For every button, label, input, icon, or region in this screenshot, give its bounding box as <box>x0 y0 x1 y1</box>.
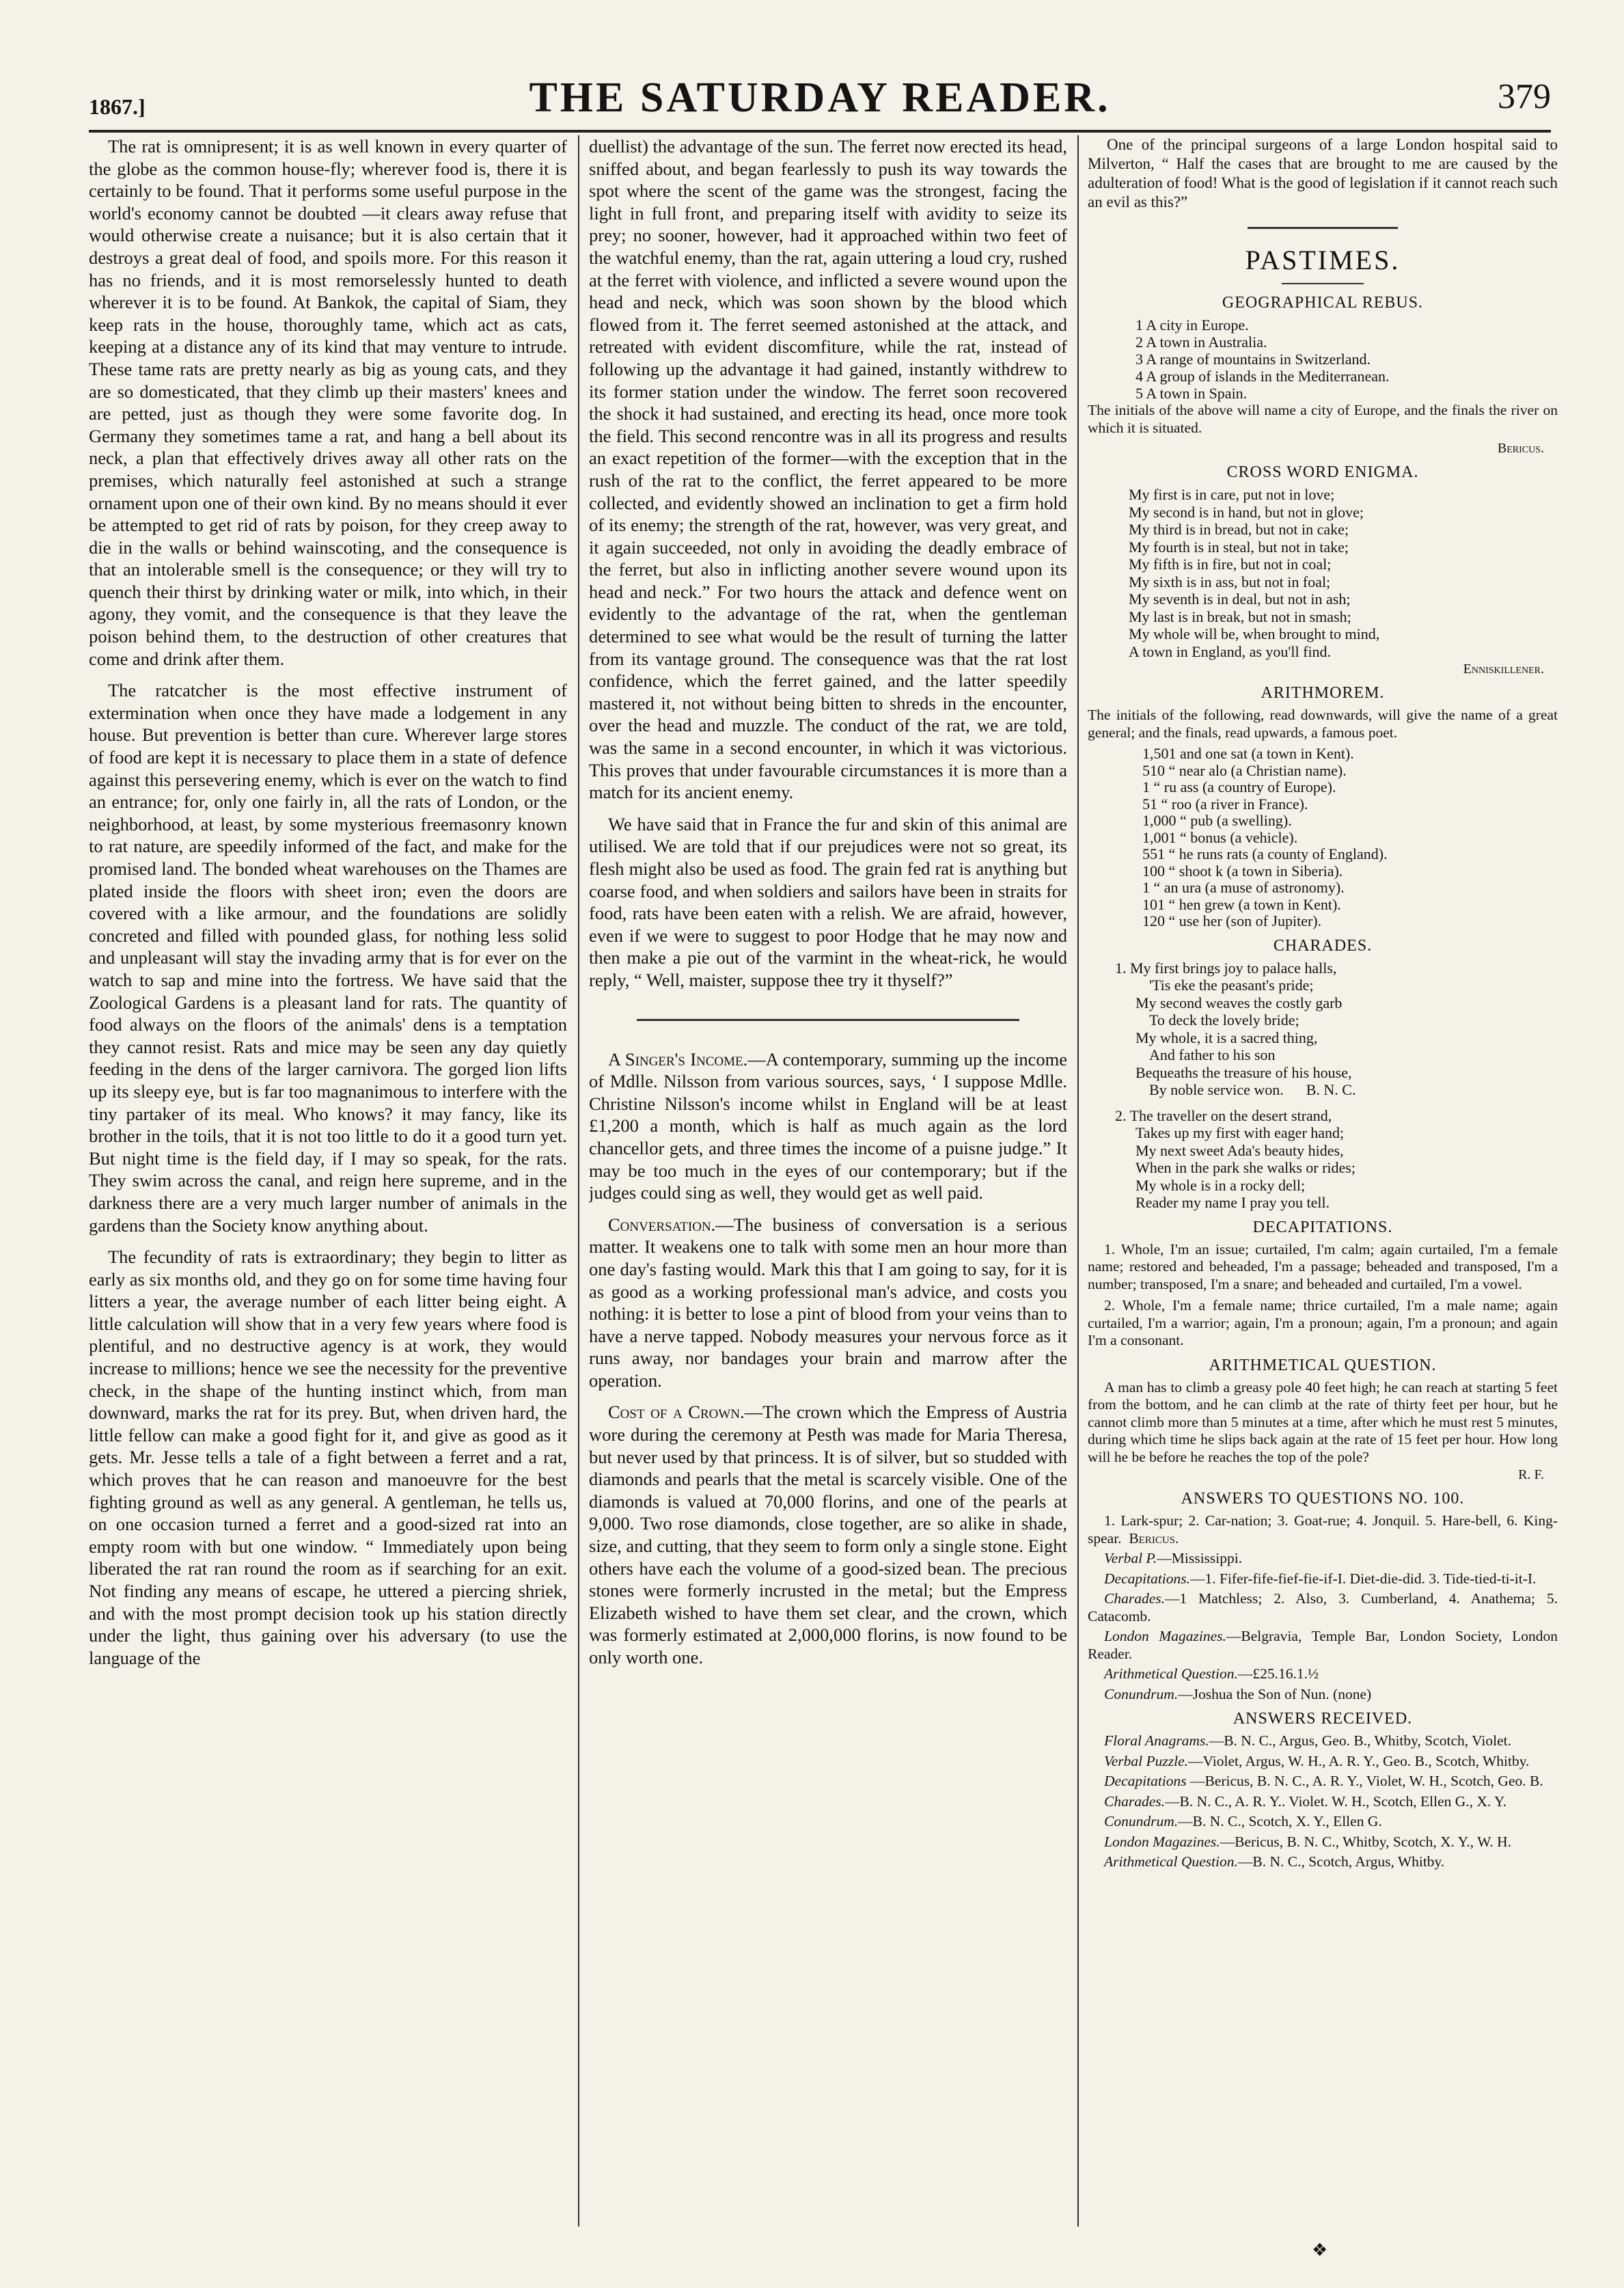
list-item: 51 “ roo (a river in France). <box>1142 795 1308 813</box>
news-item-head: Cost of a Crown. <box>608 1402 745 1423</box>
answer-label: Verbal P. <box>1104 1550 1157 1566</box>
verse-line: And father to his son <box>1149 1046 1276 1063</box>
answer-label: Decapitations. <box>1104 1570 1190 1587</box>
col3-intro: One of the principal surgeons of a large London hospital said to Milverton, “ Half the cases that are brought to me are caused by the adulteration of food! What is the good of legislation if it cannot reach such an evil as this?” <box>1088 136 1558 210</box>
arithmorem-title: ARITHMOREM. <box>1261 684 1385 702</box>
list-item: 4 A group of islands in the Mediterranean. <box>1136 368 1390 385</box>
news-item-text: —A contemporary, summing up the income of Mdlle. Nilsson from various sources, says, ‘ I suppose Mdlle. Christine Nilsson's income whilst in England will be at least £1,200 a month, which is half as much again as the lord chancellor gets, and three times the income of a puisne judge.” It may be too much in the eyes of our contemporary; but if the judges could sing as well, they would get as well paid. <box>589 1048 1067 1203</box>
header-year: 1867.] <box>89 94 146 119</box>
verse-line: Takes up my first with eager hand; <box>1136 1124 1345 1141</box>
received-row <box>1088 1793 1558 1811</box>
received-label: Conundrum. <box>1104 1813 1179 1829</box>
verse-line: My whole is in a rocky dell; <box>1136 1176 1306 1194</box>
list-item: 1,001 “ bonus (a vehicle). <box>1142 828 1298 846</box>
column-1 <box>89 135 567 2240</box>
verse-line: 2. The traveller on the desert strand, <box>1115 1106 1332 1124</box>
list-item: 551 “ he runs rats (a county of England). <box>1142 845 1388 862</box>
answer-signature: Bericus. <box>1129 1529 1179 1547</box>
received-label: Charades. <box>1104 1793 1165 1810</box>
charades-title: CHARADES. <box>1273 936 1373 955</box>
verse-line: When in the park she walks or rides; <box>1136 1159 1355 1176</box>
arithmorem-note: The initials of the following, read downwards, will give the name of a great general; and the finals, read upwards, a famous poet. <box>1088 707 1558 741</box>
verse-line-text: By noble service won. <box>1149 1081 1284 1098</box>
received-row <box>1088 1753 1558 1771</box>
answer-text: —£25.16.1.½ <box>1237 1665 1319 1682</box>
answer-text: —1 Matchless; 2. Also, 3. Cumberland, 4. Anathema; 5. Catacomb. <box>1088 1590 1558 1624</box>
charade-1 <box>1115 959 1558 1099</box>
news-item-text: —The business of conversation is a serious matter. It weakens one to talk with some men an hour more than one day's fasting would. Mark this that I am going to say, for it is as good as a working professional man's advice, and costs you nothing: it is better to lose a pint of blood from your veins than to have a nerve tapped. Nobody measures your nervous force as it runs away, nor bandages your brain and marrow after the operation. <box>589 1214 1067 1391</box>
news-item-head: Conversation. <box>608 1214 716 1235</box>
verse-line: My next sweet Ada's beauty hides, <box>1136 1141 1344 1159</box>
rebus-note: The initials of the above will name a city of Europe, and the finals the river on which it is situated. <box>1088 402 1558 436</box>
list-item: 5 A town in Spain. <box>1136 385 1248 402</box>
verse-line: A town in England, as you'll find. <box>1129 642 1332 660</box>
header-rule <box>89 130 1551 133</box>
received-label: Arithmetical Question. <box>1104 1853 1238 1870</box>
col2-paragraph: duellist) the advantage of the sun. The ferret now erected its head, sniffed about, and began fearlessly to push its way towards the spot where the scent of the game was the strongest, facing the light in full front, and preparing itself with avidity to seize its prey; no sooner, however, had it approached within two feet of the watchful enemy, than the rat, again uttering a loud cry, rushed at the ferret with violence, and inflicted a severe wound upon the head and neck, which was soon shown by the blood which flowed from it. The ferret seemed astonished at the attack, and retreated with evident discomfiture, while the rat, instead of following up the advantage it had gained, instantly withdrew to its former station under the window. The ferret soon recovered the shock it had sustained, and erecting its head, once more took the field. This second rencontre was in all its progress and results an exact repetition of the former—with the exception that in the rush of the rat to the conflict, the ferret appeared to be more collected, and evidently showed an inclination to get a firm hold of its enemy; the strength of the rat, however, was very great, and it again succeeded, not only in avoiding the deadly embrace of the ferret, but also in inflicting another severe wound upon its head and neck.” For two hours the attack and defence went on evidently to the advantage of the rat, when the gentleman determined to see what would be the result of turning the latter from its vantage ground. The consequence was that the rat lost confidence, which the ferret gained, and the latter speedily mastered it, not without being bitten to shreds in the encounter, over the head and muzzle. The conduct of the rat, we are told, was the same in a second encounter, in which it was victorious. This proves that under favourable circumstances it is more than a match for its ancient enemy. <box>589 136 1067 803</box>
column-divider-2 <box>1077 135 1079 2226</box>
question-text: A man has to climb a greasy pole 40 feet high; he can reach at starting 5 feet from the bottom, and he can climb at the rate of thirty feet per hour, but he cannot climb more than 5 minutes at a time, after which he must rest 5 minutes, during which time he slips back again at the rate of 15 feet per hour. How long will he be before he reaches the top of the pole? <box>1088 1378 1558 1465</box>
header-title: THE SATURDAY READER. <box>529 74 1111 121</box>
enigma-verse <box>1129 486 1558 660</box>
news-item <box>589 1214 1067 1392</box>
list-item: 510 “ near alo (a Christian name). <box>1142 761 1347 779</box>
enigma-title: CROSS WORD ENIGMA. <box>1226 463 1419 481</box>
page-header <box>89 74 1551 128</box>
answer-label: London Magazines. <box>1104 1628 1226 1644</box>
news-item-head: A Singer's Income. <box>608 1048 748 1070</box>
answer-row <box>1088 1686 1558 1704</box>
received-label: Decapitations <box>1104 1773 1187 1789</box>
verse-line: My fourth is in steal, but not in take; <box>1129 538 1349 556</box>
list-item: 3 A range of mountains in Switzerland. <box>1136 351 1371 368</box>
column-3 <box>1088 135 1558 2240</box>
col1-paragraph: The ratcatcher is the most effective instrument of extermination when once they have made a lodgement in any house. But prevention is better than cure. Wherever large stores of food are kept it is necessary to place them in a state of defence against this persevering enemy, which is ever on the watch to find an entrance; for, only one fairly in, all the rats of London, or the neighborhood, at least, by some mysterious freemasonry known to rat nature, are speedily informed of the fact, and make for the promised land. The bonded wheat warehouses on the Thames are plated inside the floors with sheet iron; even the doors are covered with a like armour, and the foundations are solidly concreted and filled with pounded glass, for nothing less solid and unpleasant will stay the invading army that is for ever on the watch to sap and mine into the fortress. We have said that the Zoological Gardens is a pleasant land for rats. The quantity of food always on the floors of the animals' dens is a temptation they cannot resist. Rats and mice may be seen any day quietly feeding in the dens of the larger carnivora. The gorged lion lifts up its sleepy eye, but is far too magnanimous to interfere with the tiny partaker of its meal. Who knows? it may fancy, like its brother in the toils, that it is not too little to do it a good turn yet. But night time is the field day, if I may so speak, for the rats. They swim across the canal, and reign here supreme, and in the darkness there are a very much larger number of animals in the gardens than the Society know anything about. <box>89 680 567 1236</box>
received-label: Floral Anagrams. <box>1104 1732 1209 1749</box>
list-item: 101 “ hen grew (a town in Kent). <box>1142 895 1341 913</box>
verse-line: My whole will be, when brought to mind, <box>1129 625 1380 642</box>
answer-label: Conundrum. <box>1104 1685 1179 1702</box>
col2-paragraph: We have said that in France the fur and skin of this animal are utilised. We are told that if our prejudices were not so great, its flesh might also be used as food. The grain fed rat is anything but coarse food, and when soldiers and sailors have been in straits for food, rats have been eaten with a relish. We are afraid, however, even if we were to suggest to poor Hodge that he may now and then make a pie out of the varmint in the wheat-rick, he would reply, “ Well, maister, suppose thee try it thyself?” <box>589 813 1067 990</box>
col1-paragraph: The fecundity of rats is extraordinary; they begin to litter as early as six months old, and they go on for some time having four litters a year, the average number of each litter being eight. A little calculation will show that in a very few years where food is plentiful, and no destructive agency is at work, they would increase to millions; hence we see the necessity for the preventive check, in the shape of the hunting instinct which, from man downward, marks the rat for its prey. But, when driven hard, the little fellow can make a good fight for it, and give as good as it gets. Mr. Jesse tells a tale of a fight between a ferret and a rat, which proves that he can reason and manoeuvre for the best fighting ground as well as any general. A gentleman, he tells us, on one occasion turned a ferret and a good-sized rat into an empty room with but one window. “ Immediately upon being liberated the rat ran round the room as if searching for an exit. Not finding any means of escape, he uttered a piercing shriek, and with the most prompt decision took up his station directly under the light, thus gaining over his adversary (to use the language of the <box>89 1247 567 1668</box>
answers-title: ANSWERS TO QUESTIONS NO. 100. <box>1181 1490 1465 1508</box>
verse-line: My fifth is in fire, but not in coal; <box>1129 556 1332 573</box>
verse-line: My third is in bread, but not in cake; <box>1129 521 1349 538</box>
received-row <box>1088 1813 1558 1831</box>
decapitation-1: 1. Whole, I'm an issue; curtailed, I'm calm; again curtailed, I'm a female name; restored and beheaded, I'm a passage; beheaded and transposed, I'm a number; transposed, I'm a snare; and beheaded and curtailed, I'm a vowel. <box>1088 1240 1558 1292</box>
received-text: —B. N. C., Scotch, Argus, Whitby. <box>1237 1853 1445 1870</box>
answer-text: —Mississippi. <box>1157 1550 1243 1566</box>
verse-line: Bequeaths the treasure of his house, <box>1136 1063 1352 1081</box>
list-item: 1,000 “ pub (a swelling). <box>1142 812 1292 829</box>
list-item: 2 A town in Australia. <box>1136 333 1267 351</box>
rebus-list <box>1136 316 1558 402</box>
verse-line <box>1115 1081 1558 1099</box>
pastimes-rule <box>1282 283 1364 284</box>
list-item: 1 “ an ura (a muse of astronomy). <box>1142 879 1345 896</box>
verse-line: Reader my name I pray you tell. <box>1136 1194 1330 1211</box>
answer-text: —Belgravia, Temple Bar, London Society, London Reader. <box>1088 1628 1558 1662</box>
verse-line: My last is in break, but not in smash; <box>1129 608 1351 625</box>
received-row <box>1088 1853 1558 1871</box>
answer-label: Arithmetical Question. <box>1104 1665 1238 1682</box>
received-row <box>1088 1834 1558 1851</box>
answer-text: —Joshua the Son of Nun. (none) <box>1178 1685 1372 1702</box>
received-label: London Magazines. <box>1104 1833 1220 1850</box>
decapitation-2: 2. Whole, I'm a female name; thrice curtailed, I'm a male name; again curtailed, I'm a warrior; again, I'm a pronoun; again, I'm a pronoun; and again I'm a consonant. <box>1088 1297 1558 1348</box>
answer-row <box>1088 1628 1558 1663</box>
news-item-text: —The crown which the Empress of Austria wore during the ceremony at Pesth was made for Maria Theresa, but never used by that princess. It is of silver, but so studded with diamonds and pearls that the metal is scarcely visible. One of the diamonds is valued at 70,000 florins, and one of the pearls at 9,000. Two rose diamonds, close together, are so alike in shade, size, and cutting, that they seem to form only a single stone. Eight others have each the volume of a good-sized bean. The precious stones were formerly incrusted in the metal; but the Empress Elizabeth wished to have them set clear, and the crown, which was formerly estimated at 2,000,000 florins, is now found to be only worth one. <box>589 1402 1067 1667</box>
arithmorem-list <box>1142 746 1558 930</box>
verse-line: My whole, it is a sacred thing, <box>1136 1029 1318 1046</box>
received-label: Verbal Puzzle. <box>1104 1752 1189 1769</box>
answer-label: Charades. <box>1104 1590 1165 1607</box>
verse-line: My second weaves the costly garb <box>1136 994 1343 1011</box>
list-item: 1 “ ru ass (a country of Europe). <box>1142 778 1336 795</box>
received-text: —Bericus, B. N. C., A. R. Y., Violet, W. H., Scotch, Geo. B. <box>1186 1773 1543 1789</box>
list-item: 120 “ use her (son of Jupiter). <box>1142 912 1322 929</box>
answer-row <box>1088 1512 1558 1547</box>
section-divider <box>1248 227 1398 229</box>
news-item <box>589 1401 1067 1668</box>
rebus-signature: Bericus. <box>1497 441 1544 456</box>
decapitations-title: DECAPITATIONS. <box>1252 1218 1393 1236</box>
received-text: —B. N. C., A. R. Y.. Violet. W. H., Scotch, Ellen G., X. Y. <box>1165 1793 1507 1810</box>
received-text: —B. N. C., Scotch, X. Y., Ellen G. <box>1178 1813 1382 1829</box>
answer-text: 1. Lark-spur; 2. Car-nation; 3. Goat-rue; 4. Jonquil. 5. Hare-bell, 6. King-spear. <box>1088 1512 1558 1547</box>
pastimes-title: PASTIMES. <box>1245 245 1401 275</box>
section-divider <box>637 1019 1019 1021</box>
answer-row <box>1088 1590 1558 1625</box>
charade-1-signature: B. N. C. <box>1306 1081 1356 1098</box>
col1-paragraph: The rat is omnipresent; it is as well known in every quarter of the globe as the common house-fly; wherever food is, there it is certainly to be found. That it performs some useful purpose in the world's economy cannot be doubted —it clears away refuse that would otherwise create a nuisance; but it is also certain that it destroys a great deal of food, and spoils more. For this reason it has no friends, and it is most remorselessly hunted to death wherever it is to be found. At Bankok, the capital of Siam, they keep rats in the house, thoroughly tame, which act as cats, keeping at a distance any of its kind that may venture to intrude. These tame rats are pretty nearly as big as young cats, and they are so domesticated, that they climb up their masters' knees and are petted, just as though they were some favorite dog. In Germany they sometimes tame a rat, and hang a bell about its neck, a plan that effectively drives away all other rats on the premises, which naturally feel astonished at such a strange ornament upon one of their own kind. By no means should it ever be attempted to get rid of rats by poison, for they creep away to die in the walls or behind wainscoting, and the consequence is that an intolerable smell is the consequence; or they will try to quench their thirst by drinking water or milk, into which, in their agony, they vomit, and the consequence is that they leave the poison behind them, to the destruction of other creatures that come and drink after them. <box>89 136 567 669</box>
answer-row <box>1088 1665 1558 1683</box>
answer-row <box>1088 1550 1558 1568</box>
answer-row <box>1088 1570 1558 1588</box>
rebus-title: GEOGRAPHICAL REBUS. <box>1222 294 1424 312</box>
verse-line: 'Tis eke the peasant's pride; <box>1149 977 1314 994</box>
received-text: —Violet, Argus, W. H., A. R. Y., Geo. B., Scotch, Whitby. <box>1188 1752 1530 1769</box>
printers-ornament-icon: ❖ <box>1312 2240 1328 2260</box>
news-item <box>589 1048 1067 1204</box>
answer-text: —1. Fifer-fife-fief-fie-if-I. Diet-die-did. 3. Tide-tied-ti-it-I. <box>1190 1570 1537 1587</box>
column-2 <box>589 135 1067 2240</box>
column-divider-1 <box>578 135 579 2226</box>
question-signature: R. F. <box>1518 1467 1544 1482</box>
enigma-signature: Enniskillener. <box>1463 662 1544 677</box>
question-title: ARITHMETICAL QUESTION. <box>1209 1356 1437 1374</box>
verse-line: 1. My first brings joy to palace halls, <box>1115 959 1337 977</box>
verse-line: My second is in hand, but not in glove; <box>1129 503 1364 521</box>
verse-line: My first is in care, put not in love; <box>1129 486 1335 503</box>
received-text: —B. N. C., Argus, Geo. B., Whitby, Scotch, Violet. <box>1209 1732 1511 1749</box>
received-row <box>1088 1732 1558 1750</box>
header-page-number: 379 <box>1498 77 1551 116</box>
verse-line: My seventh is in deal, but not in ash; <box>1129 590 1351 608</box>
received-row <box>1088 1773 1558 1790</box>
list-item: 100 “ shoot k (a town in Siberia). <box>1142 862 1343 880</box>
list-item: 1 A city in Europe. <box>1136 316 1249 333</box>
list-item: 1,501 and one sat (a town in Kent). <box>1142 745 1354 762</box>
received-title: ANSWERS RECEIVED. <box>1233 1710 1413 1728</box>
charade-2 <box>1115 1107 1558 1212</box>
verse-line: My sixth is in ass, but not in foal; <box>1129 573 1331 590</box>
received-text: —Bericus, B. N. C., Whitby, Scotch, X. Y., W. H. <box>1220 1833 1512 1850</box>
verse-line: To deck the lovely bride; <box>1149 1011 1299 1029</box>
